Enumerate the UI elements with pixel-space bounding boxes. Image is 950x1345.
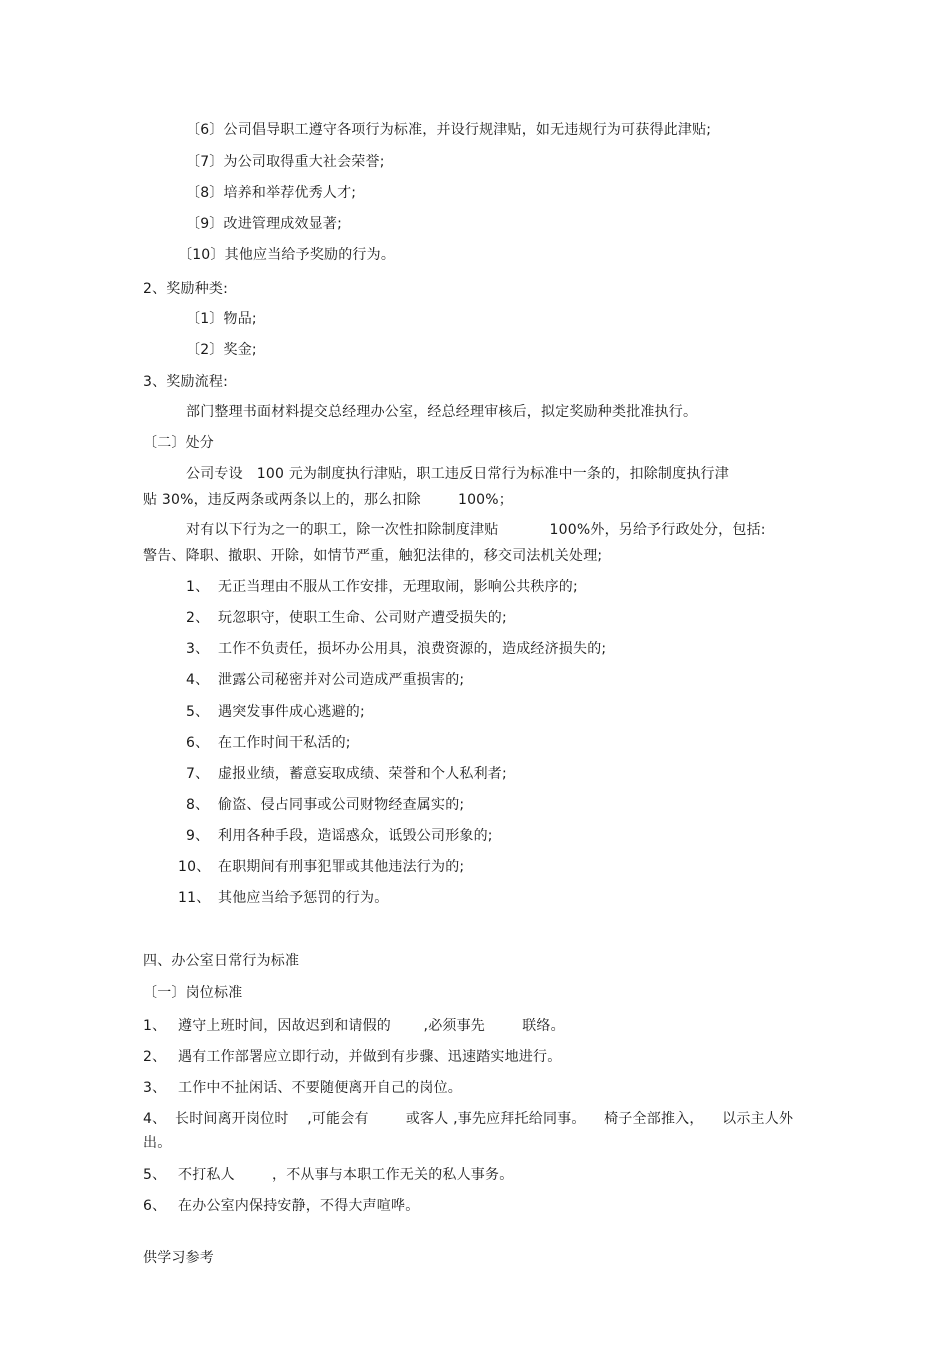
office-item-text: 不打私人 ，不从事与本职工作无关的私人事务。	[178, 1167, 514, 1183]
reward-process-text: 部门整理书面材料提交总经理办公室，经总经理审核后，拟定奖励种类批准执行。	[186, 404, 698, 420]
reward-type-item: 〔1〕物品;	[186, 311, 257, 327]
office-item-text: 长时间离开岗位时 ,可能会有 或客人 ,事先应拜托给同事。 椅子全部推入， 以示主人外	[175, 1111, 794, 1127]
office-item-number: 4、	[143, 1111, 167, 1127]
punishment-item-text: 虚报业绩，蓄意妄取成绩、荣誉和个人私利者;	[218, 766, 507, 782]
office-item-text: 遵守上班时间，因故迟到和请假的 ,必须事先 联络。	[178, 1018, 565, 1034]
punishment-item-text: 遇突发事件成心逃避的;	[218, 704, 365, 720]
punishment-item-number: 8、	[186, 797, 210, 813]
punishment-item-number: 6、	[186, 735, 210, 751]
punishment-heading: 〔二〕处分	[143, 435, 214, 451]
reward-type-item: 〔2〕奖金;	[186, 342, 257, 358]
reward-condition-8: 〔8〕培养和举荐优秀人才;	[186, 185, 357, 201]
punishment-item-text: 在职期间有刑事犯罪或其他违法行为的;	[218, 859, 465, 875]
punishment-item-text: 泄露公司秘密并对公司造成严重损害的;	[218, 672, 465, 688]
office-item-number: 5、	[143, 1167, 167, 1183]
reward-condition-6: 〔6〕公司倡导职工遵守各项行为标准，并设行规津贴，如无违规行为可获得此津贴;	[186, 122, 712, 138]
punishment-item-text: 偷盗、侵占同事或公司财物经查属实的;	[218, 797, 465, 813]
punishment-item-text: 利用各种手段，造谣惑众，诋毁公司形象的;	[218, 828, 493, 844]
punishment-item-number: 10、	[178, 859, 211, 875]
office-item-text: 遇有工作部署应立即行动，并做到有步骤、迅速踏实地进行。	[178, 1049, 562, 1065]
punishment-item-text: 玩忽职守，使职工生命、公司财产遭受损失的;	[218, 610, 507, 626]
punishment-item-number: 4、	[186, 672, 210, 688]
punishment-paragraph-2-cont: 警告、降职、撤职、开除，如情节严重，触犯法律的，移交司法机关处理;	[143, 548, 603, 564]
punishment-item-text: 其他应当给予惩罚的行为。	[218, 890, 389, 906]
punishment-item-text: 工作不负责任，损坏办公用具，浪费资源的，造成经济损失的;	[218, 641, 607, 657]
office-standards-heading: 四、办公室日常行为标准	[143, 953, 300, 969]
reward-condition-10: 〔10〕其他应当给予奖励的行为。	[178, 247, 396, 263]
punishment-item-text: 无正当理由不服从工作安排，无理取闹，影响公共秩序的;	[218, 579, 578, 595]
punishment-paragraph-2: 对有以下行为之一的职工，除一次性扣除制度津贴 100%外，另给予行政处分，包括:	[186, 522, 766, 538]
page-footer: 供学习参考	[143, 1250, 214, 1266]
punishment-item-number: 2、	[186, 610, 210, 626]
office-item-4-continuation: 出。	[143, 1135, 172, 1151]
reward-types-heading: 2、奖励种类:	[143, 281, 229, 297]
office-item-number: 3、	[143, 1080, 167, 1096]
office-item-text: 在办公室内保持安静，不得大声喧哗。	[178, 1198, 420, 1214]
office-item-number: 2、	[143, 1049, 167, 1065]
punishment-paragraph-1: 公司专设 100 元为制度执行津贴，职工违反日常行为标准中一条的，扣除制度执行津	[186, 466, 729, 482]
post-standards-subheading: 〔一〕岗位标准	[143, 985, 243, 1001]
punishment-item-number: 5、	[186, 704, 210, 720]
office-item-text: 工作中不扯闲话、不要随便离开自己的岗位。	[178, 1080, 462, 1096]
punishment-item-number: 1、	[186, 579, 210, 595]
reward-condition-7: 〔7〕为公司取得重大社会荣誉;	[186, 154, 385, 170]
punishment-item-number: 7、	[186, 766, 210, 782]
punishment-paragraph-1-cont: 贴 30%，违反两条或两条以上的，那么扣除 100%；	[143, 492, 513, 508]
office-item-number: 1、	[143, 1018, 167, 1034]
punishment-item-number: 11、	[178, 890, 211, 906]
punishment-item-number: 3、	[186, 641, 210, 657]
office-item-number: 6、	[143, 1198, 167, 1214]
punishment-item-number: 9、	[186, 828, 210, 844]
punishment-item-text: 在工作时间干私活的;	[218, 735, 351, 751]
reward-condition-9: 〔9〕改进管理成效显著;	[186, 216, 343, 232]
reward-process-heading: 3、奖励流程:	[143, 374, 229, 390]
